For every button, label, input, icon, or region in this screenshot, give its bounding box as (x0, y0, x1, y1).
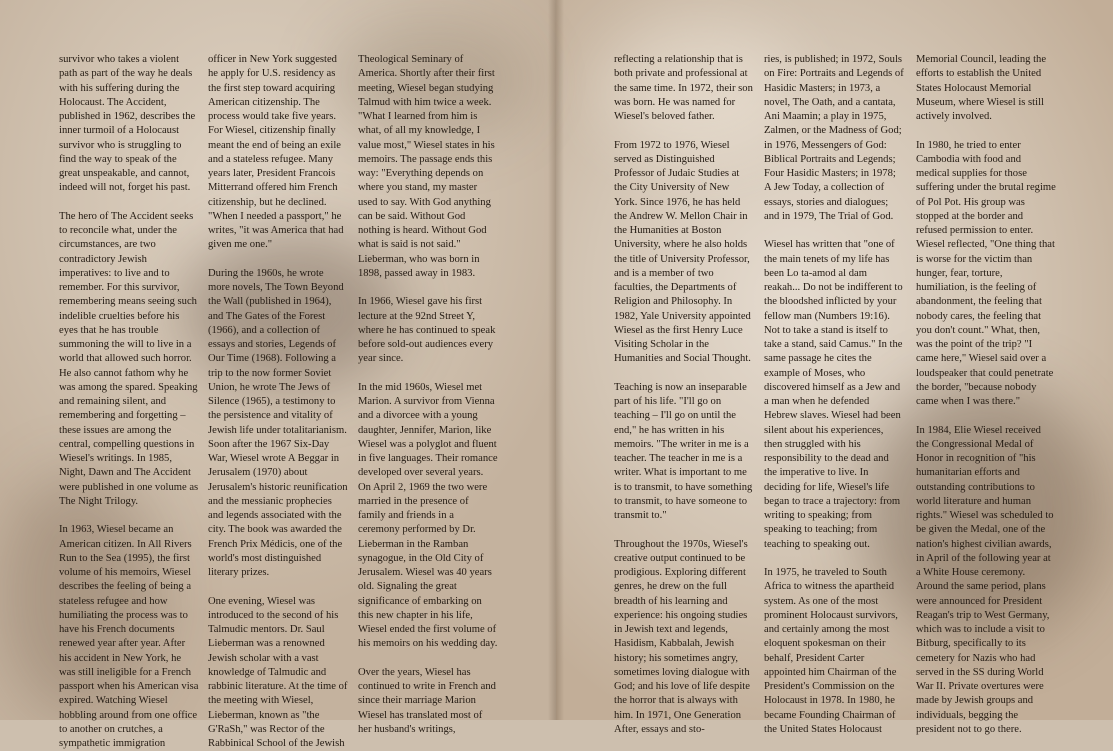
paragraph: One evening, Wiesel was introduced to the second of his Talmudic mentors. Dr. Saul Lieberman was a renowned Jewish scholar with a vast knowledge of Talmudic and rabbinic literature. At the time of the meeting with Wiesel, Lieberman, known as "the G'RaSh," was Rector of the Rabbinical School of the Jewish (208, 595, 348, 751)
paragraph: ries, is published; in 1972, Souls on Fire: Portraits and Legends of Hasidic Masters; in 1973, a novel, The Oath, and a cantata, Ani Maamin; a play in 1975, Zalmen, or the Madness of God; in 1976, Messengers of God: Biblical Portraits and Legends; Four Hasidic Masters; in 1978; A Jew Today, a collection of essays, stories and dialogues; and in 1979, The Trial of God. (764, 53, 904, 224)
text-column-3 (358, 53, 498, 737)
paragraph: In 1980, he tried to enter Cambodia with food and medical supplies for those suffering under the brutal regime of Pol Pot. His group was stopped at the border and refused permission to enter. Wiesel reflected, "One thing that is worse for the victim than hunger, fear, torture, humiliation, is the feeling of abandonment, the feeling that nobody cares, the feeling that you don't count." What, then, was the point of the trip? "I came here," Wiesel said over a loudspeaker that could penetrate the border, "because nobody came when I was there." (916, 139, 1056, 410)
paragraph: In 1963, Wiesel became an American citizen. In All Rivers Run to the Sea (1995), the first volume of his memoirs, Wiesel describes the feeling of being a stateless refugee and how humiliating the process was to have his French documents renewed year after year. After his accident in New York, he was still ineligible for a French passport when his American visa expired. Watching Wiesel hobbling around from one office to another on crutches, a sympathetic immigration (59, 523, 199, 751)
paragraph: In 1975, he traveled to South Africa to witness the apartheid system. As one of the most prominent Holocaust survivors, and certainly among the most eloquent spokesman on their behalf, President Carter appointed him Chairman of the President's Commission on the Holocaust in 1978. In 1980, he became Founding Chairman of the United States Holocaust (764, 566, 904, 737)
text-column-6 (916, 53, 1056, 737)
paragraph: Theological Seminary of America. Shortly after their first meeting, Wiesel began studying Talmud with him twice a week. "What I learned from him is what, of all my knowledge, I value most," Wiesel states in his memoirs. The passage ends this way: "Everything depends on where you stand, my master used to say. With God anything can be said. Without God nothing is heard. Without God what is said is not said." Lieberman, who was born in 1898, passed away in 1983. (358, 53, 498, 281)
paragraph: survivor who takes a violent path as part of the way he deals with his suffering during the Holocaust. The Accident, published in 1962, describes the inner turmoil of a Holocaust survivor who is struggling to find the way to speak of the great unspeakable, and cannot, indeed will not, forget his past. (59, 53, 199, 196)
text-column-4 (614, 53, 754, 737)
text-column-5 (764, 53, 904, 737)
paragraph: In 1984, Elie Wiesel received the Congressional Medal of Honor in recognition of "his humanitarian efforts and outstanding contributions to world literature and human rights." Wiesel was scheduled to be given the Medal, one of the nation's highest civilian awards, in April of the following year at a White House ceremony. Around the same period, plans were announced for President Reagan's trip to West Germany, which was to include a visit to Bitburg, specifically to its cemetery for Nazis who had served in the SS during World War II. Private overtures were made by Jewish groups and individuals, begging the president not to go there. (916, 424, 1056, 738)
paragraph: Memorial Council, leading the efforts to establish the United States Holocaust Memorial Museum, where Wiesel is still actively involved. (916, 53, 1056, 124)
paragraph: The hero of The Accident seeks to reconcile what, under the circumstances, are two contradictory Jewish imperatives: to live and to remember. For this survivor, remembering means seeing such indelible cruelties before his eyes that he has trouble summoning the will to live in a world that allowed such horror. He also cannot fathom why he was among the spared. Speaking and remaining silent, and remembering and forgetting – these issues are among the central, compelling questions in Wiesel's writings. In 1985, Night, Dawn and The Accident were published in one volume as The Night Trilogy. (59, 210, 199, 509)
paragraph: Teaching is now an inseparable part of his life. "I'll go on teaching – I'll go on until the end," he has written in his memoirs. "The writer in me is a teacher. The teacher in me is a writer. What is important to me is to transmit, to have something to transmit, to have someone to transmit to." (614, 381, 754, 524)
paragraph: Wiesel has written that "one of the main tenets of my life has been Lo ta-amod al dam reakah... Do not be indifferent to the bloodshed inflicted by your fellow man (Numbers 19:16). Not to take a stand is itself to take a stand, said Camus." In the same passage he cites the example of Moses, who discovered himself as a Jew and a man when he defended Hebrew slaves. Wiesel had been silent about his experiences, then struggled with his responsibility to the dead and the imperative to live. In deciding for life, Wiesel's life began to trace a trajectory: from writing to speaking; from speaking to teaching; from teaching to speaking out. (764, 238, 904, 552)
paragraph: In the mid 1960s, Wiesel met Marion. A survivor from Vienna and a divorcee with a young daughter, Jennifer, Marion, like Wiesel was a polyglot and fluent in five languages. Their romance developed over several years. On April 2, 1969 the two were married in the presence of family and friends in a ceremony performed by Dr. Lieberman in the Ramban synagogue, in the Old City of Jerusalem. Wiesel was 40 years old. Signaling the great significance of embarking on this new chapter in his life, Wiesel ended the first volume of his memoirs on his wedding day. (358, 381, 498, 652)
paragraph: reflecting a relationship that is both private and professional at the same time. In 1972, their son was born. He was named for Wiesel's beloved father. (614, 53, 754, 124)
paragraph: In 1966, Wiesel gave his first lecture at the 92nd Street Y, where he has continued to speak before sold-out audiences every year since. (358, 295, 498, 366)
book-gutter (548, 0, 564, 720)
paragraph: Throughout the 1970s, Wiesel's creative output continued to be prodigious. Exploring different genres, he drew on the full breadth of his learning and experience: his ongoing studies in Jewish text and legends, Hasidism, Kabbalah, Jewish history; his sometimes angry, sometimes loving dialogue with God; and his love of life despite the horror that is always with him. In 1971, One Generation After, essays and sto- (614, 538, 754, 738)
paragraph: From 1972 to 1976, Wiesel served as Distinguished Professor of Judaic Studies at the City University of New York. Since 1976, he has held the Andrew W. Mellon Chair in the Humanities at Boston University, where he also holds the title of University Professor, and is a member of two faculties, the Departments of Religion and Philosophy. In 1982, Yale University appointed Wiesel as the first Henry Luce Visiting Scholar in the Humanities and Social Thought. (614, 139, 754, 367)
text-column-1 (59, 53, 199, 751)
paragraph: During the 1960s, he wrote more novels, The Town Beyond the Wall (published in 1964), and The Gates of the Forest (1966), and a collection of essays and stories, Legends of Our Time (1968). Following a trip to the now former Soviet Union, he wrote The Jews of Silence (1965), a testimony to the persistence and vitality of Jewish life under totalitarianism. Soon after the 1967 Six-Day War, Wiesel wrote A Beggar in Jerusalem (1970) about Jerusalem's historic reunification and the messianic prophecies and legends associated with the city. The book was awarded the French Prix Médicis, one of the world's most distinguished literary prizes. (208, 267, 348, 581)
paragraph: officer in New York suggested he apply for U.S. residency as the first step toward acquiring American citizenship. The process would take five years. For Wiesel, citizenship finally meant the end of being an exile and a stateless refugee. Many years later, President Francois Mitterrand offered him French citizenship, but he declined. "When I needed a passport," he writes, "it was America that had given me one." (208, 53, 348, 253)
paragraph: Over the years, Wiesel has continued to write in French and since their marriage Marion Wiesel has translated most of her husband's writings, (358, 666, 498, 737)
text-column-2 (208, 53, 348, 751)
